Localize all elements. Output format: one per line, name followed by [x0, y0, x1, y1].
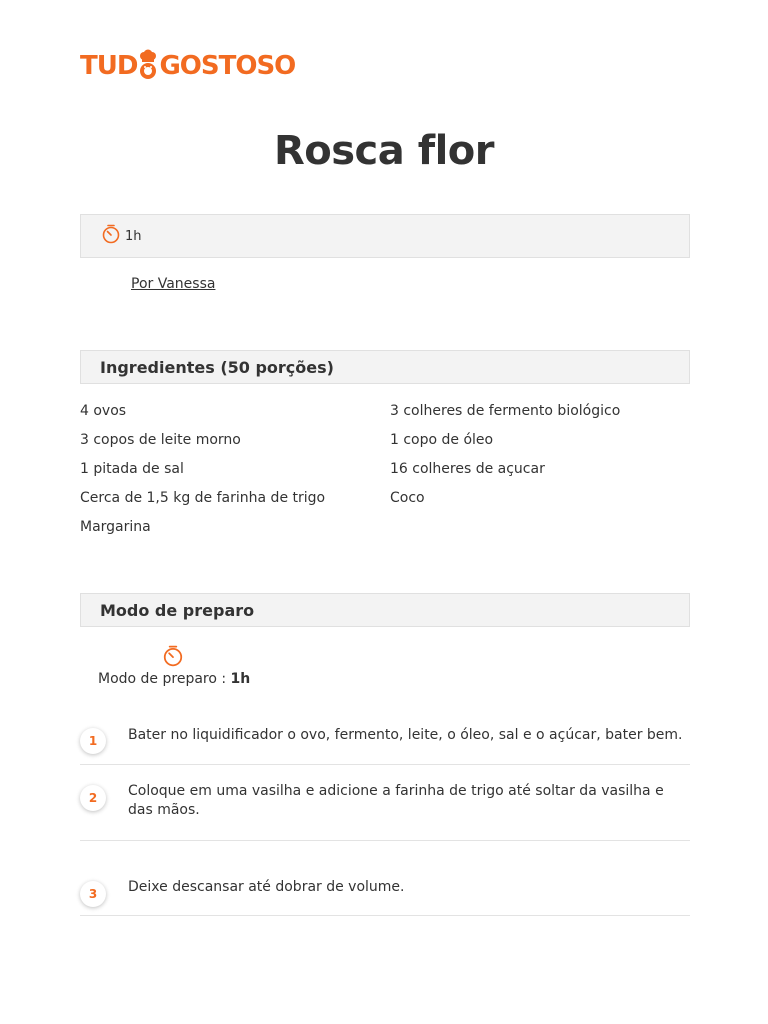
- recipe-title: Rosca flor: [273, 128, 495, 174]
- ingredient-item: 1 pitada de sal: [80, 461, 184, 477]
- step-text: Deixe descansar até dobrar de volume.: [128, 879, 405, 895]
- ingredient-item: 4 ovos: [80, 403, 127, 419]
- ingredients-heading: Ingredientes (50 porções): [80, 350, 690, 384]
- step-item: [80, 841, 690, 916]
- ingredient-item: 3 copos de leite morno: [80, 432, 241, 448]
- timer-icon: [101, 224, 121, 248]
- author-link[interactable]: Por Vanessa: [131, 276, 216, 292]
- step-number: 2: [80, 785, 106, 811]
- preparation-time-line: [98, 671, 250, 687]
- preparation-heading: Modo de preparo: [80, 593, 690, 627]
- step-number: 1: [80, 728, 106, 754]
- ingredient-item: Margarina: [80, 519, 151, 535]
- step-item: [80, 765, 690, 841]
- preparation-time-value: 1h: [230, 671, 251, 687]
- ingredients-list-left: [80, 402, 325, 547]
- chef-hat-icon: [138, 53, 158, 79]
- ingredient-item: 3 colheres de fermento biológico: [390, 403, 621, 419]
- ingredient-item: 16 colheres de açucar: [390, 461, 545, 477]
- ingredient-item: Cerca de 1,5 kg de farinha de trigo: [80, 490, 326, 506]
- step-text: Coloque em uma vasilha e adicione a farinha de trigo até soltar da vasilha e das mãos.: [128, 783, 664, 818]
- ingredient-item: Coco: [390, 490, 425, 506]
- recipe-total-time: 1h: [125, 228, 142, 244]
- step-text: Bater no liquidificador o ovo, fermento, leite, o óleo, sal e o açúcar, bater bem.: [128, 727, 683, 743]
- step-number: 3: [80, 881, 106, 907]
- brand-logo[interactable]: [80, 48, 295, 84]
- preparation-time-label: Modo de preparo :: [98, 671, 231, 687]
- recipe-time-box: [80, 214, 690, 258]
- ingredients-list-right: [390, 402, 620, 518]
- ingredient-item: 1 copo de óleo: [390, 432, 494, 448]
- step-item: [80, 716, 690, 765]
- timer-icon: [162, 645, 184, 671]
- logo-text-left: TUD: [80, 51, 138, 81]
- logo-text-right: GOSTOSO: [159, 51, 296, 81]
